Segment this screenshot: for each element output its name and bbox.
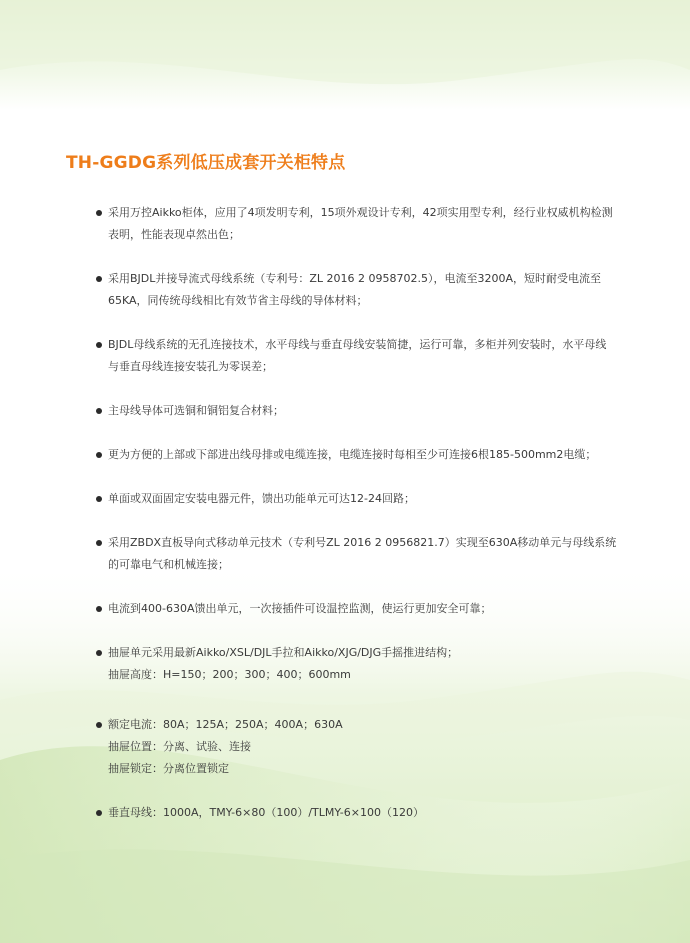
feature-item [96, 400, 646, 422]
feature-item [96, 802, 646, 824]
feature-line: 与垂直母线连接安装孔为零误差； [108, 360, 273, 373]
feature-line: 表明，性能表现卓然出色； [108, 228, 240, 241]
feature-item [96, 714, 646, 780]
feature-line: 额定电流：80A；125A；250A；400A；630A [108, 718, 343, 731]
bullet-icon [96, 722, 102, 728]
feature-line: 主母线导体可选铜和铜铝复合材料； [108, 404, 284, 417]
feature-item [96, 444, 646, 466]
feature-item [96, 202, 646, 246]
feature-line: 65KA，同传统母线相比有效节省主母线的导体材料； [108, 294, 368, 307]
feature-item [96, 334, 646, 378]
bullet-icon [96, 210, 102, 216]
bullet-icon [96, 540, 102, 546]
feature-item [96, 532, 646, 576]
feature-line: 电流到400-630A馈出单元，一次接插件可设温控监测，使运行更加安全可靠； [108, 602, 492, 615]
feature-line: 抽屉锁定：分离位置锁定 [108, 762, 229, 775]
page-title: TH-GGDG系列低压成套开关柜特点 [66, 153, 346, 173]
bullet-icon [96, 810, 102, 816]
feature-line: 采用BJDL并接导流式母线系统（专利号：ZL 2016 2 0958702.5），电流至3200A，短时耐受电流至 [108, 272, 602, 285]
feature-item [96, 488, 646, 510]
feature-item [96, 268, 646, 312]
feature-line: 的可靠电气和机械连接； [108, 558, 229, 571]
bullet-icon [96, 606, 102, 612]
bullet-icon [96, 650, 102, 656]
bullet-icon [96, 276, 102, 282]
feature-line: 抽屉单元采用最新Aikko/XSL/DJL手拉和Aikko/XJG/DJG手摇推进结构； [108, 646, 459, 659]
feature-item [96, 642, 646, 686]
feature-line: 单面或双面固定安装电器元件，馈出功能单元可达12-24回路； [108, 492, 415, 505]
feature-list [96, 202, 646, 846]
feature-item [96, 598, 646, 620]
bullet-icon [96, 496, 102, 502]
feature-line: 更为方便的上部或下部进出线母排或电缆连接，电缆连接时每相至少可连接6根185-500mm2电缆； [108, 448, 597, 461]
bullet-icon [96, 408, 102, 414]
bullet-icon [96, 452, 102, 458]
feature-line: 抽屉位置：分离、试验、连接 [108, 740, 251, 753]
bullet-icon [96, 342, 102, 348]
feature-line: 垂直母线：1000A，TMY-6×80（100）/TLMY-6×100（120） [108, 806, 424, 819]
feature-line: 抽屉高度：H=150；200；300；400；600mm [108, 668, 351, 681]
feature-line: 采用ZBDX直板导向式移动单元技术（专利号ZL 2016 2 0956821.7）实现至630A移动单元与母线系统 [108, 536, 617, 549]
feature-line: 采用万控Aikko柜体，应用了4项发明专利，15项外观设计专利，42项实用型专利，经行业权威机构检测 [108, 206, 613, 219]
feature-line: BJDL母线系统的无孔连接技术，水平母线与垂直母线安装简捷，运行可靠，多柜并列安装时，水平母线 [108, 338, 607, 351]
